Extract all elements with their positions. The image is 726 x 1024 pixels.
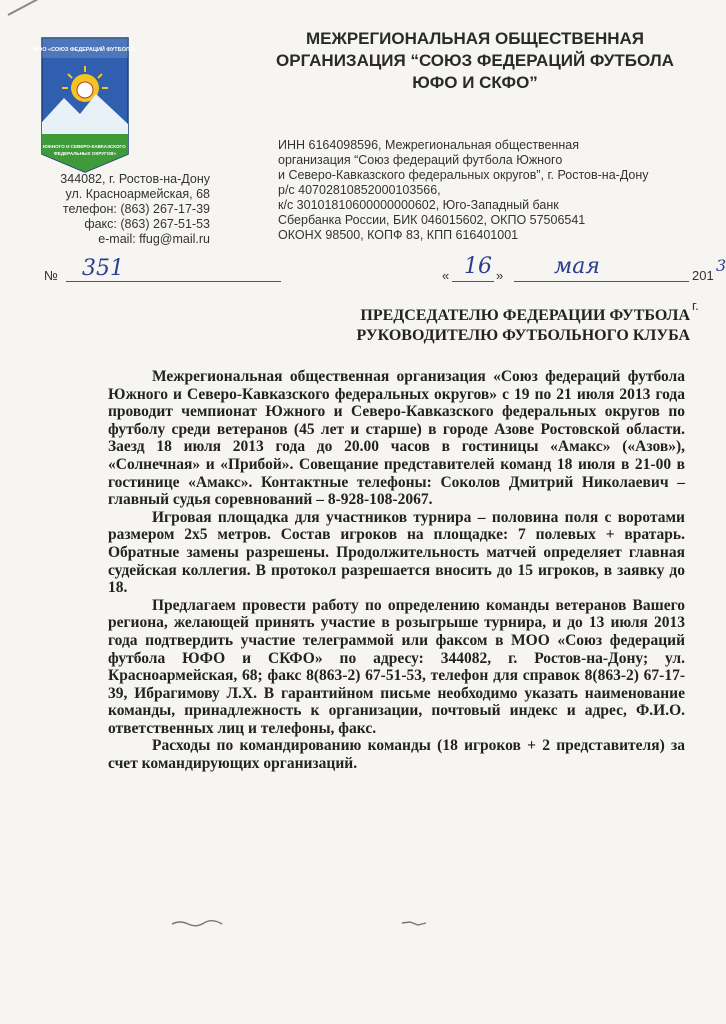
year-suffix: г. [692, 298, 699, 313]
handwritten-number: 351 [82, 256, 124, 281]
requisite-line: ОКОНХ 98500, КОПФ 83, КПП 616401001 [278, 228, 519, 242]
addressee-line: ПРЕДСЕДАТЕЛЮ ФЕДЕРАЦИИ ФУТБОЛА [360, 307, 690, 324]
phone-line: телефон: (863) 267-17-39 [62, 202, 210, 216]
requisite-line: р/с 40702810852000103566, [278, 183, 441, 197]
organization-title [255, 28, 695, 94]
svg-text:МОО «СОЮЗ ФЕДЕРАЦИЙ ФУТБОЛА»: МОО «СОЮЗ ФЕДЕРАЦИЙ ФУТБОЛА» [33, 47, 137, 53]
bank-requisites [278, 138, 708, 243]
body-paragraph: Расходы по командированию команды (18 игроков + 2 представителя) за счет командирующих организаций. [108, 737, 685, 773]
address-line: ул. Красноармейская, 68 [65, 187, 210, 201]
svg-text:ЮЖНОГО И СЕВЕРО-КАВКАЗСКОГО: ЮЖНОГО И СЕВЕРО-КАВКАЗСКОГО ФЕДЕРАЛЬНЫХ ОКРУГОВ» [43, 144, 126, 156]
email-line: e-mail: ffug@mail.ru [98, 232, 210, 246]
requisite-line: и Северо-Кавказского федеральных округов”, г. Ростов-на-Дону [278, 168, 649, 182]
body-paragraph: Игровая площадка для участников турнира – половина поля с воротами размером 2х5 метров. Состав игроков на площадке: 7 полевых + вратарь. Обратные замены разрешены. Продолжительность матчей определяет главная судейская коллегия. В протокол разрешается вносить до 15 игроков, в заявку до 18. [108, 508, 685, 597]
quote-open: « [442, 268, 450, 283]
body-paragraph: Межрегиональная общественная организация «Союз федераций футбола Южного и Северо-Кавказского федеральных округов» с 19 по 21 июля 2013 года проводит чемпионат Южного и Северо-Кавказского федеральных округов по футболу среди ветеранов (45 лет и старше) в городе Азове Ростовской области. Заезд 18 июля 2013 года до 20.00 часов в гостиницы «Амакс» («Азов»), «Солнечная» и «Прибой». Совещание представителей команд 18 июля в 21-00 в гостинице «Амакс». Контактные телефоны: Соколов Дмитрий Николаевич – главный судья соревнований – 8-928-108-2067. [108, 368, 685, 509]
requisite-line: организация “Союз федераций футбола Южного [278, 153, 563, 167]
day-underline [452, 281, 494, 282]
org-title-line: ОРГАНИЗАЦИЯ “СОЮЗ ФЕДЕРАЦИЙ ФУТБОЛА [276, 51, 674, 70]
number-label: № [44, 268, 58, 283]
scan-mark [170, 918, 230, 928]
requisite-line: к/с 30101810600000000602, Юго-Западный банк [278, 198, 559, 212]
org-title-line: ЮФО И СКФО” [412, 73, 538, 92]
handwritten-month: мая [554, 254, 600, 279]
handwritten-year-digit: 3 [716, 256, 726, 275]
organization-emblem [33, 36, 137, 174]
fax-line: факс: (863) 267-51-53 [84, 217, 210, 231]
number-underline [66, 281, 281, 282]
corner-mark [8, 0, 46, 16]
org-title-line: МЕЖРЕГИОНАЛЬНАЯ ОБЩЕСТВЕННАЯ [305, 29, 645, 48]
body-paragraph: Предлагаем провести работу по определению команды ветеранов Вашего региона, желающей принять участие в розыгрыше турнира, и до 13 июля 2013 года подтвердить участие телеграммой или факсом в МОО «Союз федераций футбола ЮФО и СКФО» по адресу: 344082, г. Ростов-на-Дону; ул. Красноармейская, 68; факс 8(863-2) 67-51-53, телефон для справок 8(863-2) 67-17-39, Ибрагимову Л.Х. В гарантийном письме необходимо указать наименование команды, принадлежность к организации, почтовый индекс и адрес, Ф.И.О. ответственных лиц и телефоны, факс. [108, 596, 685, 737]
requisite-line: Сбербанка России, БИК 046015602, ОКПО 57506541 [278, 213, 586, 227]
address-line: 344082, г. Ростов-на-Дону [60, 172, 210, 186]
letter-body [108, 368, 685, 773]
scan-mark [400, 918, 430, 928]
requisite-line: ИНН 6164098596, Межрегиональная общественная [278, 138, 580, 152]
addressee-block [300, 306, 690, 346]
addressee-line: РУКОВОДИТЕЛЮ ФУТБОЛЬНОГО КЛУБА [356, 327, 690, 344]
year-field [692, 268, 714, 313]
quote-close: » [496, 268, 504, 283]
handwritten-day: 16 [464, 254, 492, 279]
emblem-icon [33, 36, 137, 174]
month-underline [514, 281, 689, 282]
reference-line [44, 254, 726, 313]
year-prefix: 201 [692, 268, 714, 283]
postal-address [30, 172, 210, 247]
